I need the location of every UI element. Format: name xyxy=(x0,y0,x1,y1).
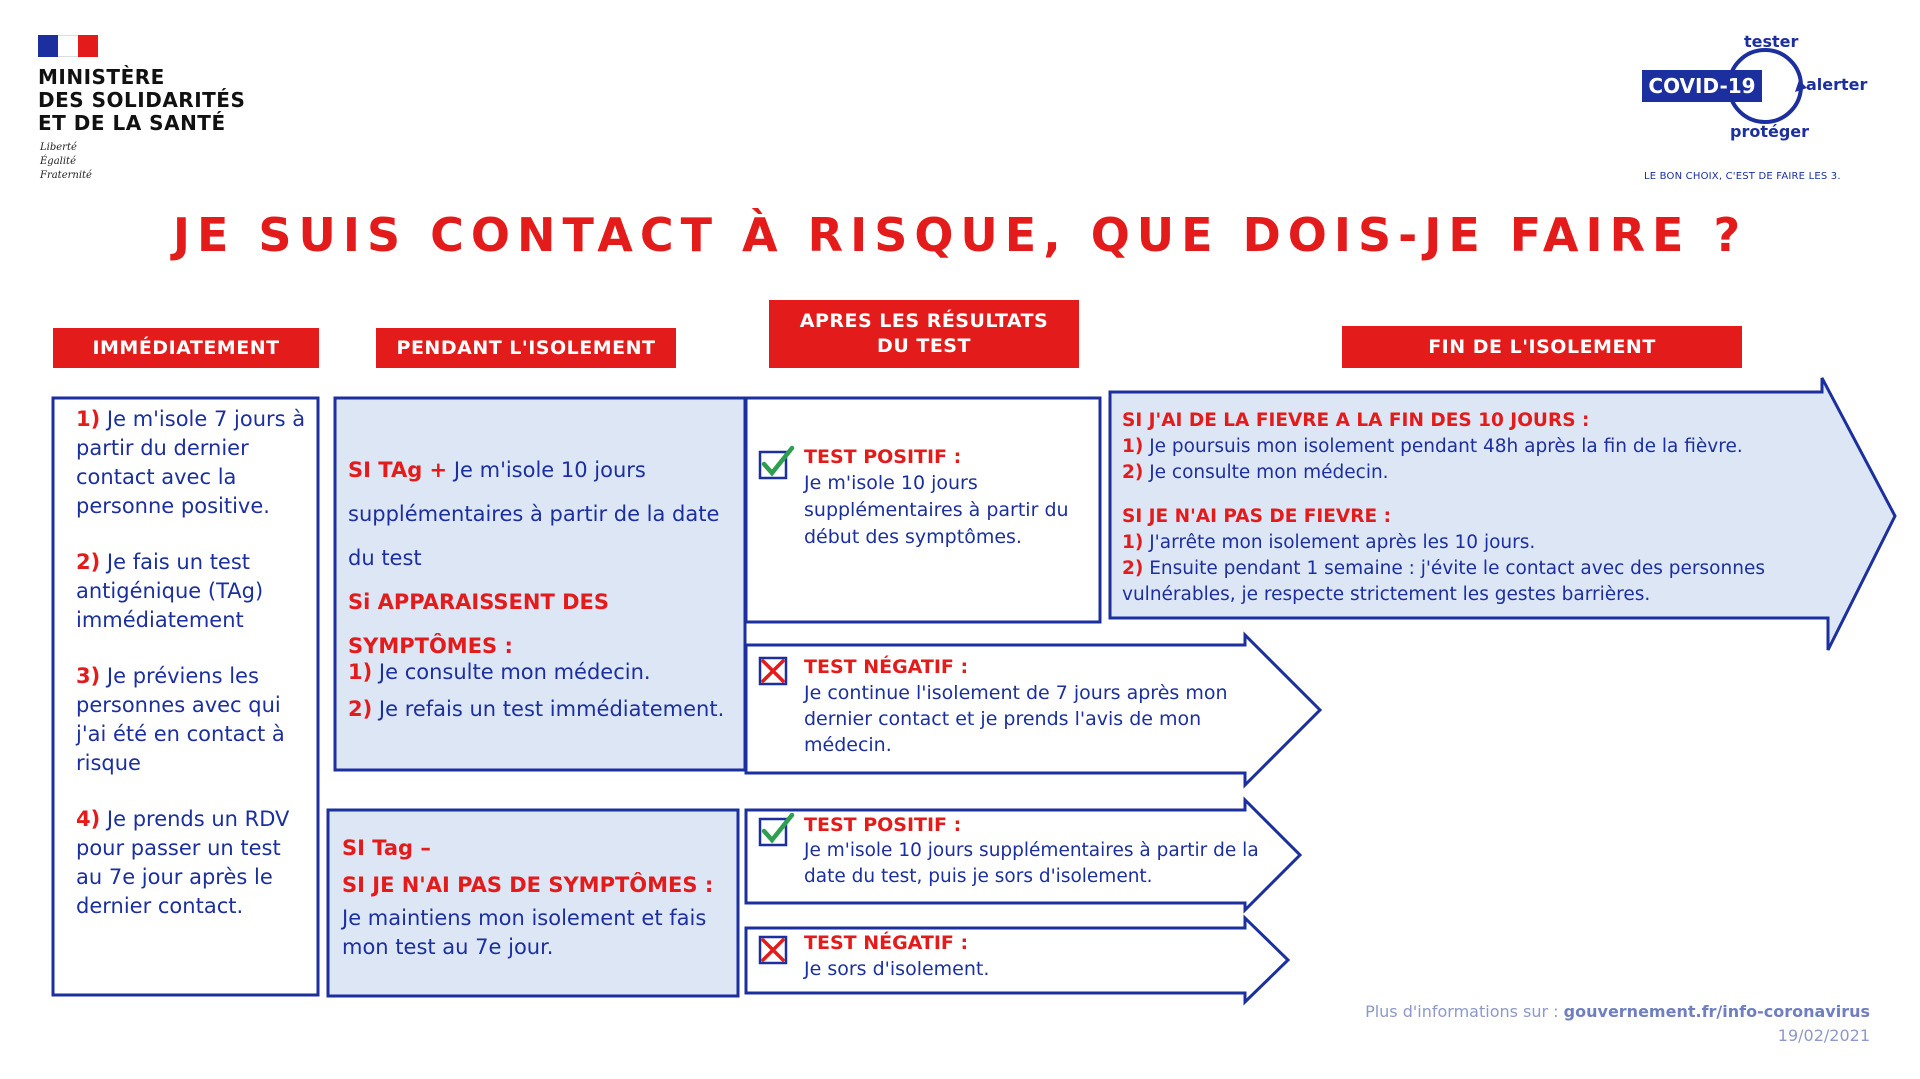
footer xyxy=(1365,1000,1870,1048)
result-negative-2: TEST NÉGATIF : Je sors d'isolement. xyxy=(804,932,990,980)
check-icon xyxy=(760,448,792,478)
no-fever-heading: SI JE N'AI PAS DE FIEVRE : xyxy=(1122,506,1391,527)
header-after-results: APRES LES RÉSULTATS DU TEST xyxy=(769,300,1079,368)
no-symptoms-heading: SI JE N'AI PAS DE SYMPTÔMES : xyxy=(342,873,714,897)
no-symptoms-text: Je maintiens mon isolement et fais mon test au 7e jour. xyxy=(342,906,707,959)
result-positive-1: TEST POSITIF : Je m'isole 10 jours supplémentaires à partir du début des symptômes. xyxy=(804,446,1069,548)
footer-prefix: Plus d'informations sur : xyxy=(1365,1002,1559,1021)
header-immediately: IMMÉDIATEMENT xyxy=(53,328,319,368)
word-alerter: alerter xyxy=(1806,75,1868,94)
during-positive-steps: 1) Je consulte mon médecin. 2) Je refais un test immédiatement. xyxy=(348,660,725,721)
french-flag-icon xyxy=(38,35,98,57)
immediately-step-4: 4) Je prends un RDV pour passer un test au 7e jour après le dernier contact. xyxy=(76,807,290,918)
immediately-step-3: 3) Je préviens les personnes avec qui j'ai été en contact à risque xyxy=(76,664,285,775)
check-icon xyxy=(760,815,792,845)
covid-slogan: LE BON CHOIX, C'EST DE FAIRE LES 3. xyxy=(1644,171,1841,182)
immediately-step-1: 1) Je m'isole 7 jours à partir du dernier contact avec la personne positive. xyxy=(76,407,306,518)
end-isolation-text: SI J'AI DE LA FIEVRE A LA FIN DES 10 JOURS : 1) Je poursuis mon isolement pendant 48h après la fin de la fièvre. 2) Je consulte mon médecin. SI JE N'AI PAS DE FIEVRE : 1) J'arrête mon isolement après les 10 jours. 2) Ensuite pendant 1 semaine : j'évite le contact avec des personnes vulnérables, je respecte strictement les gestes barrières. xyxy=(1122,408,1862,608)
immediately-steps xyxy=(76,405,308,921)
header-end-isolation: FIN DE L'ISOLEMENT xyxy=(1342,326,1742,368)
fever-heading: SI J'AI DE LA FIEVRE A LA FIN DES 10 JOURS : xyxy=(1122,410,1590,431)
during-negative-text xyxy=(342,834,732,962)
result-negative-1: TEST NÉGATIF : Je continue l'isolement de 7 jours après mon dernier contact et je prends l'avis de mon médecin. xyxy=(804,656,1228,756)
during-positive-text: SI TAg + Je m'isole 10 jours supplémentaires à partir de la date du test Si APPARAISSENT DES SYMPTÔMES : xyxy=(348,448,738,668)
word-proteger: protéger xyxy=(1730,122,1810,141)
republic-motto: Liberté Égalité Fraternité xyxy=(40,142,92,181)
info-link[interactable]: gouvernement.fr/info-coronavirus xyxy=(1563,1002,1870,1021)
cross-icon xyxy=(760,937,786,963)
header-during: PENDANT L'ISOLEMENT xyxy=(376,328,676,368)
page-title: JE SUIS CONTACT À RISQUE, QUE DOIS-JE FAIRE ? xyxy=(172,208,1748,262)
cross-icon xyxy=(760,658,786,684)
symptoms-heading: Si APPARAISSENT DES SYMPTÔMES : xyxy=(348,590,609,658)
tag-negative-label: SI Tag – xyxy=(342,836,431,860)
immediately-step-2: 2) Je fais un test antigénique (TAg) immédiatement xyxy=(76,550,264,632)
covid-badge: COVID-19 xyxy=(1642,70,1762,102)
word-tester: tester xyxy=(1744,32,1799,51)
result-positive-2: TEST POSITIF : Je m'isole 10 jours supplémentaires à partir de la date du test, puis je sors d'isolement. xyxy=(804,814,1259,887)
footer-date: 19/02/2021 xyxy=(1777,1026,1870,1045)
ministry-name: MINISTÈRE DES SOLIDARITÉS ET DE LA SANTÉ xyxy=(38,65,246,135)
